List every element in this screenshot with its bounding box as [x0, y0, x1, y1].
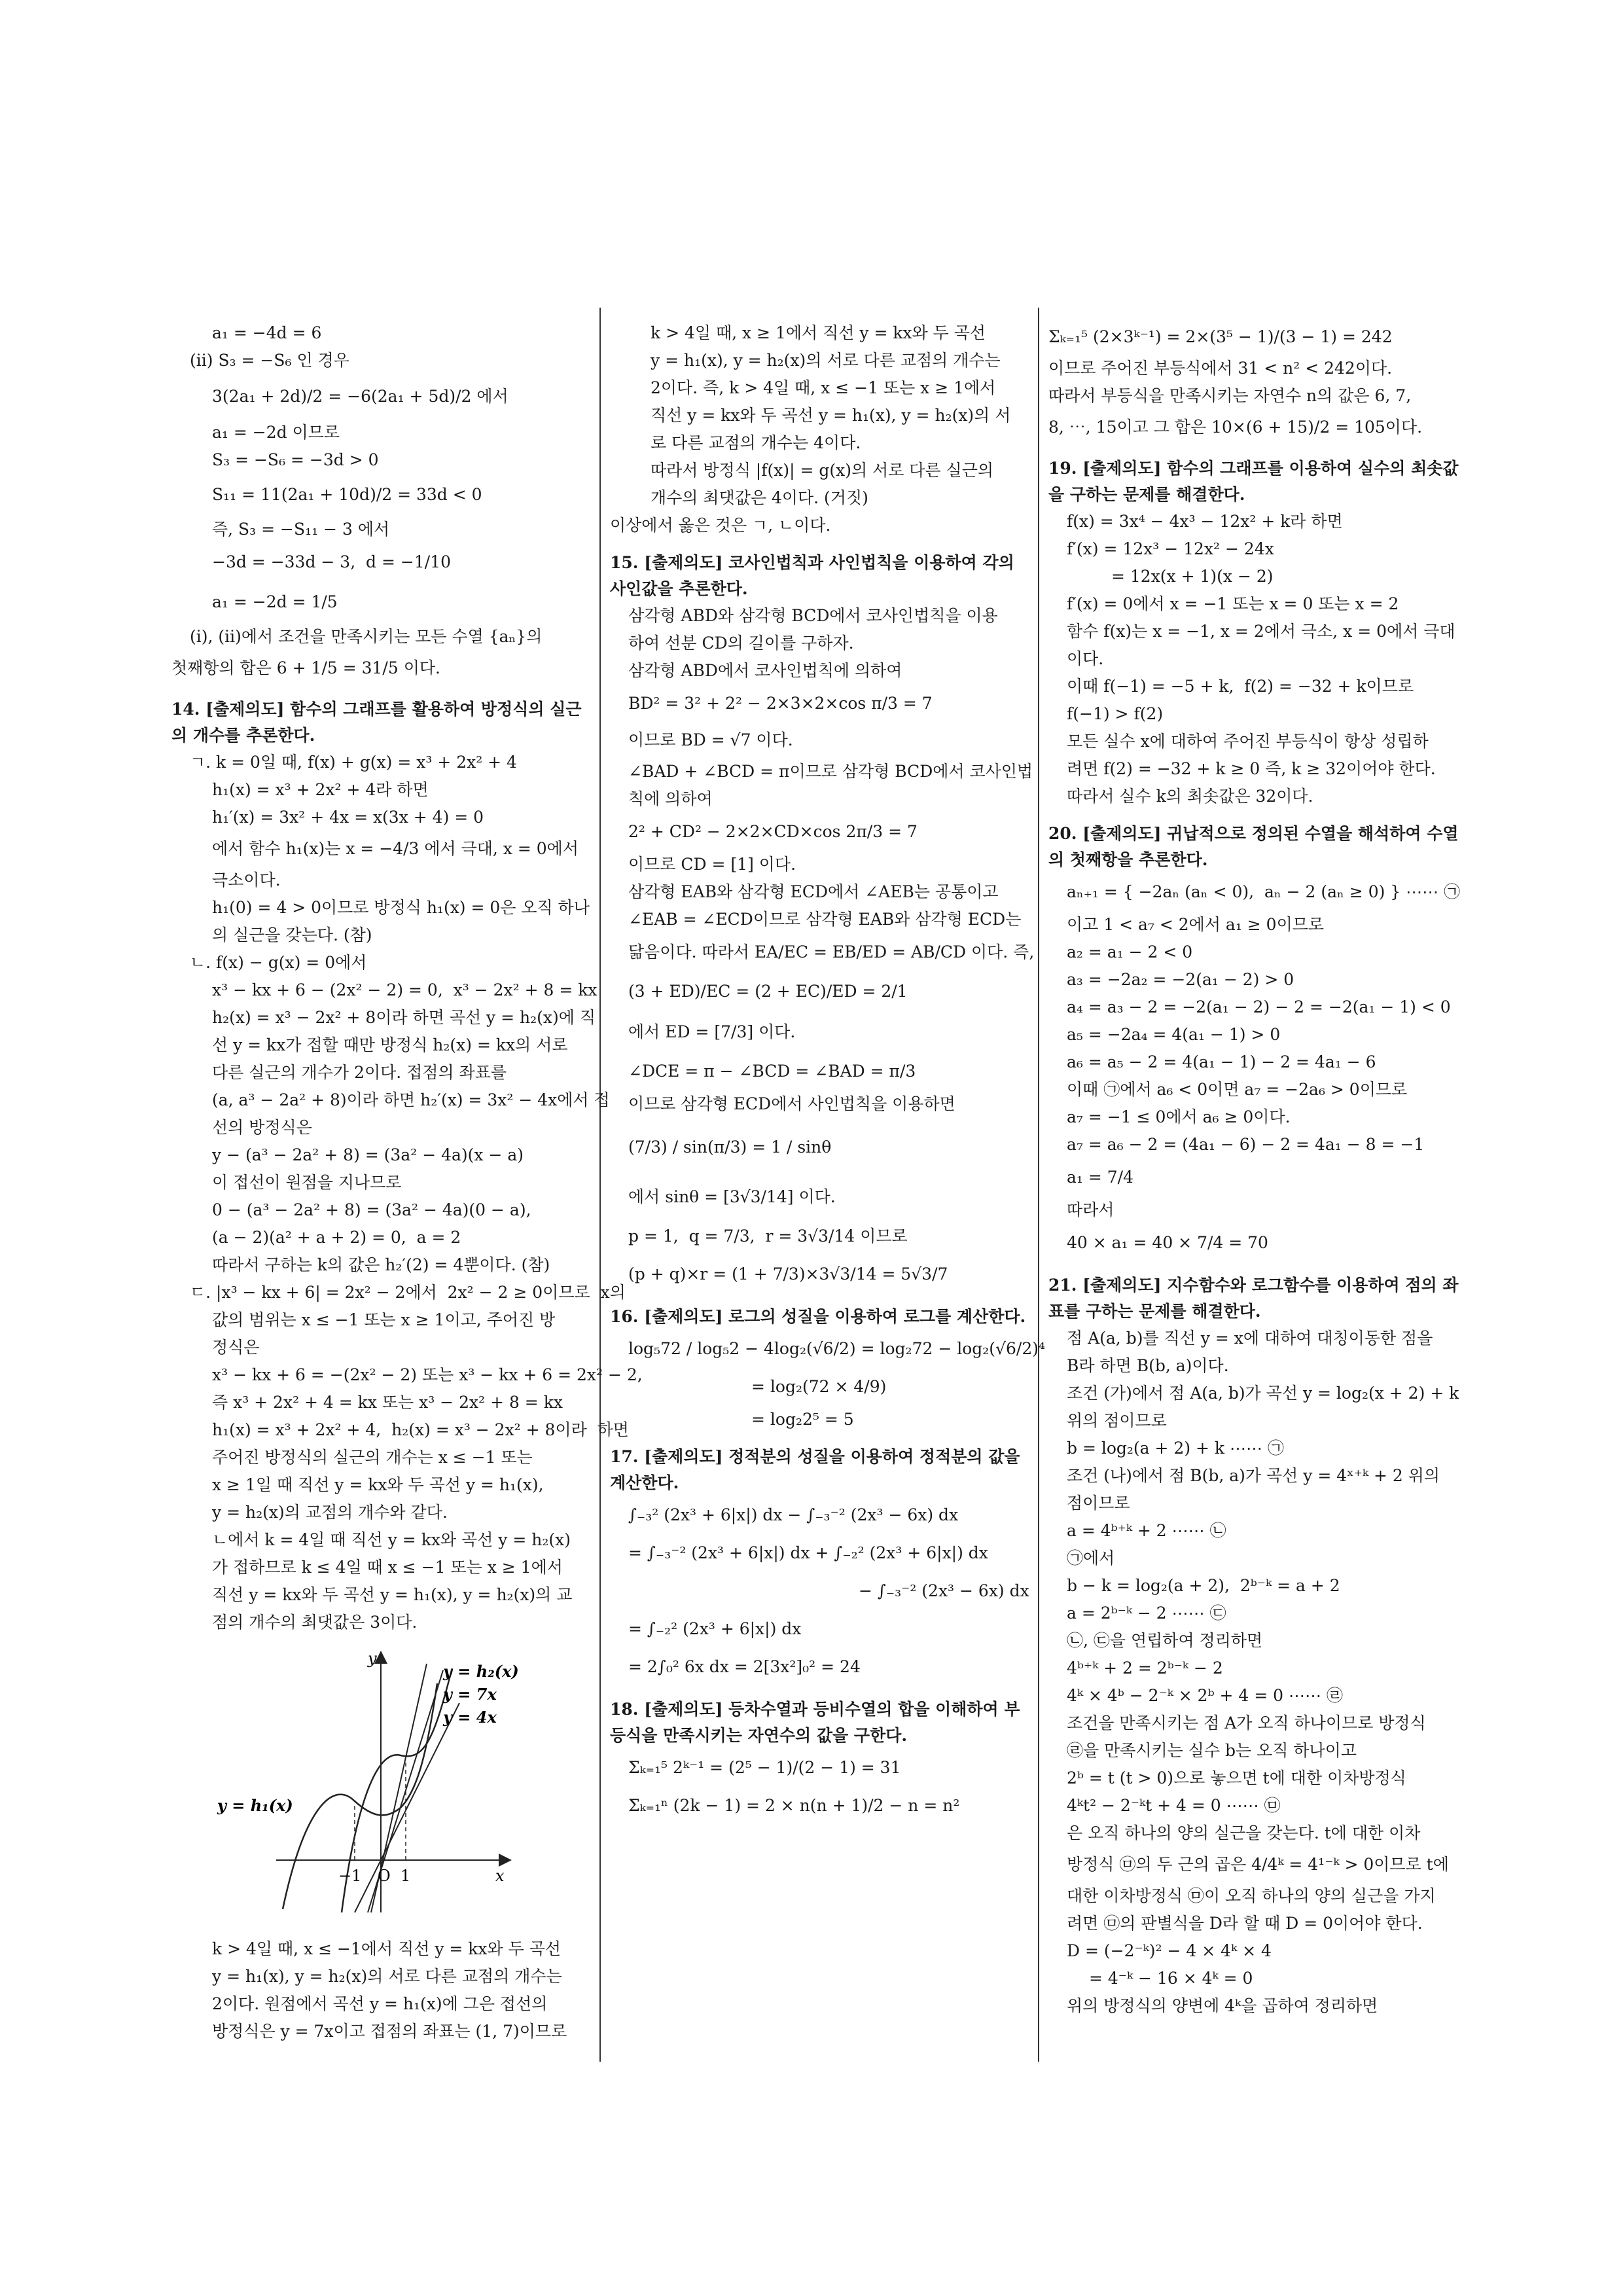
text-line: 점의 개수의 최댓값은 3이다. — [212, 1613, 418, 1632]
text-line: f(x) = 3x⁴ − 4x³ − 12x² + k라 하면 — [1067, 512, 1343, 531]
text-line: (3 + ED)/EC = (2 + EC)/ED = 2/1 — [628, 982, 908, 1001]
text-line: 삼각형 ABD와 삼각형 BCD에서 코사인법칙을 이용 — [628, 606, 998, 625]
text-line: a₂ = a₁ − 2 < 0 — [1067, 942, 1193, 961]
line4-label: y = 4x — [443, 1708, 497, 1727]
text-line: D = (−2⁻ᵏ)² − 4 × 4ᵏ × 4 — [1067, 1941, 1272, 1960]
x-axis-label: x — [495, 1867, 505, 1885]
question-17-heading: 17. [출제의도] 정적분의 성질을 이용하여 정적분의 값을 계산한다. — [610, 1447, 1020, 1492]
text-line: 모든 실수 x에 대하여 주어진 부등식이 항상 성립하 — [1067, 732, 1429, 751]
text-line: y − (a³ − 2a² + 8) = (3a² − 4a)(x − a) — [212, 1145, 524, 1164]
text-line: 조건을 만족시키는 점 A가 오직 하나이므로 방정식 — [1067, 1713, 1426, 1732]
text-line: 0 − (a³ − 2a² + 8) = (3a² − 4a)(0 − a), — [212, 1200, 531, 1219]
text-line: 즉 x³ + 2x² + 4 = kx 또는 x³ − 2x² + 8 = kx — [212, 1393, 563, 1412]
text-line: h₁(x) = x³ + 2x² + 4, h₂(x) = x³ − 2x² + 8이라 하면 — [212, 1420, 629, 1439]
text-line: log₅72 / log₅2 − 4log₂(√6/2) = log₂72 − log₂(√6/2)⁴ — [628, 1339, 1045, 1358]
text-line: a₁ = −2d = 1/5 — [212, 592, 338, 611]
text-line: S₃ = −S₆ = −3d > 0 — [212, 450, 379, 469]
text-line: − ∫₋₃⁻² (2x³ − 6x) dx — [859, 1581, 1029, 1600]
text-line: 의 실근을 갖는다. (참) — [212, 925, 372, 944]
text-line: a₇ = a₆ − 2 = (4a₁ − 6) − 2 = 4a₁ − 8 = −1 — [1067, 1135, 1425, 1154]
text-line: ㉡, ㉢을 연립하여 정리하면 — [1067, 1631, 1263, 1650]
text-line: Σₖ₌₁⁵ 2ᵏ⁻¹ = (2⁵ − 1)/(2 − 1) = 31 — [628, 1758, 901, 1777]
text-line: 다른 실근의 개수가 2이다. 접점의 좌표를 — [212, 1063, 507, 1082]
text-line: 이므로 삼각형 ECD에서 사인법칙을 이용하면 — [628, 1094, 955, 1113]
text-line: 4ᵏ × 4ᵇ − 2⁻ᵏ × 2ᵇ + 4 = 0 ⋯⋯ ㉣ — [1067, 1686, 1343, 1705]
text-line: ㉠에서 — [1067, 1549, 1115, 1568]
text-line: 이다. — [1067, 649, 1104, 668]
text-line: BD² = 3² + 2² − 2×3×2×cos π/3 = 7 — [628, 694, 933, 713]
text-line: 직선 y = kx와 두 곡선 y = h₁(x), y = h₂(x)의 교 — [212, 1585, 573, 1604]
text-line: (a, a³ − 2a² + 8)이라 하면 h₂′(x) = 3x² − 4x에서 접 — [212, 1090, 610, 1109]
text-line: 은 오직 하나의 양의 실근을 갖는다. t에 대한 이차 — [1067, 1823, 1421, 1842]
question-16-heading: 16. [출제의도] 로그의 성질을 이용하여 로그를 계산한다. — [610, 1307, 1026, 1326]
h1-label: y = h₁(x) — [217, 1796, 293, 1815]
text-line: 2이다. 원점에서 곡선 y = h₁(x)에 그은 접선의 — [212, 1994, 548, 2013]
column-2 — [610, 319, 1045, 1825]
text-line: ∠BAD + ∠BCD = π이므로 삼각형 BCD에서 코사인법 — [628, 762, 1033, 781]
text-line: 이므로 BD = √7 이다. — [628, 730, 793, 749]
text-line: 삼각형 EAB와 삼각형 ECD에서 ∠AEB는 공통이고 — [628, 882, 999, 901]
text-line: 따라서 방정식 |f(x)| = g(x)의 서로 다른 실근의 — [651, 461, 993, 480]
text-line: Σₖ₌₁ⁿ (2k − 1) = 2 × n(n + 1)/2 − n = n² — [628, 1796, 960, 1815]
text-line: 이상에서 옳은 것은 ㄱ, ㄴ이다. — [610, 516, 831, 535]
text-line: 따라서 부등식을 만족시키는 자연수 n의 값은 6, 7, — [1048, 386, 1412, 405]
text-line: 조건 (가)에서 점 A(a, b)가 곡선 y = log₂(x + 2) + k — [1067, 1384, 1459, 1403]
text-line: = ∫₋₃⁻² (2x³ + 6|x|) dx + ∫₋₂² (2x³ + 6|x|) dx — [628, 1543, 988, 1562]
text-line: 이므로 CD = [1] 이다. — [628, 855, 796, 874]
text-line: a₆ = a₅ − 2 = 4(a₁ − 1) − 2 = 4a₁ − 6 — [1067, 1052, 1376, 1071]
text-line: = ∫₋₂² (2x³ + 6|x|) dx — [628, 1619, 802, 1638]
text-line: 칙에 의하여 — [628, 789, 713, 808]
text-line: a₄ = a₃ − 2 = −2(a₁ − 2) − 2 = −2(a₁ − 1) < 0 — [1067, 997, 1451, 1016]
text-line: 값의 범위는 x ≤ −1 또는 x ≥ 1이고, 주어진 방 — [212, 1310, 556, 1329]
text-line: 이때 f(−1) = −5 + k, f(2) = −32 + k이므로 — [1067, 677, 1414, 696]
question-21-heading: 21. [출제의도] 지수함수와 로그함수를 이용하여 점의 좌표를 구하는 문제를 해결한다. — [1048, 1276, 1459, 1321]
text-line: 이 접선이 원점을 지나므로 — [212, 1173, 402, 1192]
text-line: a₅ = −2a₄ = 4(a₁ − 1) > 0 — [1067, 1025, 1281, 1044]
text-line: 조건 (나)에서 점 B(b, a)가 곡선 y = 4ˣ⁺ᵏ + 2 위의 — [1067, 1466, 1440, 1485]
text-line: x³ − kx + 6 = −(2x² − 2) 또는 x³ − kx + 6 = 2x² − 2, — [212, 1365, 643, 1384]
column-1 — [171, 319, 643, 2045]
question-15-heading: 15. [출제의도] 코사인법칙과 사인법칙을 이용하여 각의 사인값을 추론한다. — [610, 553, 1014, 598]
text-line: 따라서 구하는 k의 값은 h₂′(2) = 4뿐이다. (참) — [212, 1255, 550, 1274]
text-line: 2ᵇ = t (t > 0)으로 놓으면 t에 대한 이차방정식 — [1067, 1768, 1406, 1787]
text-line: 선 y = kx가 접할 때만 방정식 h₂(x) = kx의 서로 — [212, 1035, 568, 1054]
text-line: 점 A(a, b)를 직선 y = x에 대하여 대칭이동한 점을 — [1067, 1329, 1433, 1348]
text-line: = 12x(x + 1)(x − 2) — [1111, 567, 1274, 586]
text-line: b − k = log₂(a + 2), 2ᵇ⁻ᵏ = a + 2 — [1067, 1576, 1340, 1595]
text-line: ㄱ. k = 0일 때, f(x) + g(x) = x³ + 2x² + 4 — [190, 753, 517, 772]
text-line: Σₖ₌₁⁵ (2×3ᵏ⁻¹) = 2×(3⁵ − 1)/(3 − 1) = 242 — [1048, 327, 1393, 346]
text-line: B라 하면 B(b, a)이다. — [1067, 1356, 1229, 1375]
text-line: 극소이다. — [212, 870, 281, 889]
h2-label: y = h₂(x) — [443, 1662, 519, 1681]
text-line: = log₂2⁵ = 5 — [751, 1410, 854, 1429]
text-line: a₃ = −2a₂ = −2(a₁ − 2) > 0 — [1067, 970, 1294, 989]
text-line: 직선 y = kx와 두 곡선 y = h₁(x), y = h₂(x)의 서 — [651, 406, 1011, 425]
text-line: 삼각형 ABD에서 코사인법칙에 의하여 — [628, 661, 902, 680]
text-line: h₁(x) = x³ + 2x² + 4라 하면 — [212, 780, 429, 799]
text-line: 함수 f(x)는 x = −1, x = 2에서 극소, x = 0에서 극대 — [1067, 622, 1455, 641]
text-line: 2이다. 즉, k > 4일 때, x ≤ −1 또는 x ≥ 1에서 — [651, 378, 996, 397]
text-line: a₁ = −4d = 6 — [212, 323, 322, 342]
text-line: 닮음이다. 따라서 EA/EC = EB/ED = AB/CD 이다. 즉, — [628, 942, 1035, 961]
text-line: a = 4ᵇ⁺ᵏ + 2 ⋯⋯ ㉡ — [1067, 1521, 1226, 1540]
text-line: ㄴ에서 k = 4일 때 직선 y = kx와 곡선 y = h₂(x) — [212, 1530, 571, 1549]
text-line: y = h₁(x), y = h₂(x)의 서로 다른 교점의 개수는 — [212, 1967, 562, 1986]
text-line: 점이므로 — [1067, 1494, 1130, 1513]
text-line: 려면 ㉤의 판별식을 D라 할 때 D = 0이어야 한다. — [1067, 1914, 1423, 1933]
question-14-heading: 14. [출제의도] 함수의 그래프를 활용하여 방정식의 실근의 개수를 추론한다. — [171, 700, 582, 745]
text-line: 에서 함수 h₁(x)는 x = −4/3 에서 극대, x = 0에서 — [212, 839, 579, 858]
text-line: y = h₂(x)의 교점의 개수와 같다. — [212, 1503, 448, 1522]
text-line: a₁ = 7/4 — [1067, 1168, 1134, 1187]
text-line: 3(2a₁ + 2d)/2 = −6(2a₁ + 5d)/2 에서 — [212, 387, 508, 406]
column-3 — [1048, 319, 1467, 2020]
text-line: = log₂(72 × 4/9) — [751, 1377, 887, 1396]
text-line: ㄴ. f(x) − g(x) = 0에서 — [190, 953, 367, 972]
text-line: 40 × a₁ = 40 × 7/4 = 70 — [1067, 1233, 1268, 1252]
text-line: k > 4일 때, x ≥ 1에서 직선 y = kx와 두 곡선 — [651, 323, 986, 342]
line7-label: y = 7x — [443, 1685, 497, 1704]
text-line: a₁ = −2d 이므로 — [212, 423, 340, 442]
column-divider-right — [1038, 308, 1039, 2062]
text-line: S₁₁ = 11(2a₁ + 10d)/2 = 33d < 0 — [212, 485, 482, 504]
text-line: h₁′(x) = 3x² + 4x = x(3x + 4) = 0 — [212, 808, 484, 827]
text-line: x³ − kx + 6 − (2x² − 2) = 0, x³ − 2x² + 8 = kx — [212, 980, 597, 999]
text-line: 이므로 주어진 부등식에서 31 < n² < 242이다. — [1048, 359, 1393, 378]
text-line: a₇ = −1 ≤ 0에서 a₆ ≥ 0이다. — [1067, 1107, 1291, 1126]
tick-label: −1 — [338, 1867, 362, 1885]
text-line: (a − 2)(a² + a + 2) = 0, a = 2 — [212, 1228, 461, 1247]
text-line: 8, ⋯, 15이고 그 합은 10×(6 + 15)/2 = 105이다. — [1048, 418, 1423, 437]
text-line: = 2∫₀² 6x dx = 2[3x²]₀² = 24 — [628, 1657, 861, 1676]
text-line: b = log₂(a + 2) + k ⋯⋯ ㉠ — [1067, 1439, 1284, 1458]
text-line: 가 접하므로 k ≤ 4일 때 x ≤ −1 또는 x ≥ 1에서 — [212, 1558, 563, 1577]
text-line: 주어진 방정식의 실근의 개수는 x ≤ −1 또는 — [212, 1448, 533, 1467]
text-line: 하여 선분 CD의 길이를 구하자. — [628, 634, 854, 653]
text-line: h₂(x) = x³ − 2x² + 8이라 하면 곡선 y = h₂(x)에 직 — [212, 1008, 596, 1027]
column-divider-left — [599, 308, 601, 2062]
text-line: f′(x) = 12x³ − 12x² − 24x — [1067, 539, 1274, 558]
text-line: k > 4일 때, x ≤ −1에서 직선 y = kx와 두 곡선 — [212, 1939, 562, 1958]
text-line: (p + q)×r = (1 + 7/3)×3√3/14 = 5√3/7 — [628, 1265, 948, 1283]
y-axis-label: y — [368, 1649, 377, 1668]
text-line: 이고 1 < a₇ < 2에서 a₁ ≥ 0이므로 — [1067, 915, 1325, 934]
text-line: ∫₋₃² (2x³ + 6|x|) dx − ∫₋₃⁻² (2x³ − 6x) dx — [628, 1505, 959, 1524]
text-line: (ii) S₃ = −S₆ 인 경우 — [190, 351, 349, 370]
text-line: 위의 점이므로 — [1067, 1411, 1167, 1430]
text-line: f(−1) > f(2) — [1067, 704, 1164, 723]
question-19-heading: 19. [출제의도] 함수의 그래프를 이용하여 실수의 최솟값을 구하는 문제를 해결한다. — [1048, 459, 1459, 504]
text-line: −3d = −33d − 3, d = −1/10 — [212, 552, 451, 571]
text-line: 4ᵏt² − 2⁻ᵏt + 4 = 0 ⋯⋯ ㉤ — [1067, 1796, 1281, 1815]
text-line: aₙ₊₁ = { −2aₙ (aₙ < 0), aₙ − 2 (aₙ ≥ 0) } ⋯⋯ ㉠ — [1067, 882, 1461, 901]
text-line: ∠DCE = π − ∠BCD = ∠BAD = π/3 — [628, 1062, 916, 1081]
origin-label: O — [378, 1867, 391, 1885]
text-line: 즉, S₃ = −S₁₁ − 3 에서 — [212, 520, 390, 539]
text-line: ㉣을 만족시키는 실수 b는 오직 하나이고 — [1067, 1741, 1357, 1760]
text-line: y = h₁(x), y = h₂(x)의 서로 다른 교점의 개수는 — [651, 351, 1001, 370]
text-line: a = 2ᵇ⁻ᵏ − 2 ⋯⋯ ㉢ — [1067, 1604, 1226, 1623]
text-line: x ≥ 1일 때 직선 y = kx와 두 곡선 y = h₁(x), — [212, 1475, 544, 1494]
question-20-heading: 20. [출제의도] 귀납적으로 정의된 수열을 해석하여 수열의 첫째항을 추론한다. — [1048, 824, 1459, 869]
text-line: 따라서 실수 k의 최솟값은 32이다. — [1067, 787, 1313, 806]
text-line: 대한 이차방정식 ㉤이 오직 하나의 양의 실근을 가지 — [1067, 1886, 1436, 1905]
text-line: 첫째항의 합은 6 + 1/5 = 31/5 이다. — [171, 658, 440, 677]
text-line: p = 1, q = 7/3, r = 3√3/14 이므로 — [628, 1227, 908, 1246]
text-line: 따라서 — [1067, 1200, 1115, 1219]
text-line: f′(x) = 0에서 x = −1 또는 x = 0 또는 x = 2 — [1067, 594, 1399, 613]
text-line: 에서 sinθ = [3√3/14] 이다. — [628, 1187, 836, 1206]
text-line: 위의 방정식의 양변에 4ᵏ을 곱하여 정리하면 — [1067, 1996, 1378, 2015]
text-line: = 4⁻ᵏ − 16 × 4ᵏ = 0 — [1089, 1969, 1253, 1988]
text-line: ㄷ. |x³ − kx + 6| = 2x² − 2에서 2x² − 2 ≥ 0이므로 x의 — [190, 1283, 626, 1302]
text-line: 정식은 — [212, 1338, 260, 1357]
text-line: (7/3) / sin(π/3) = 1 / sinθ — [628, 1138, 832, 1157]
text-line: 로 다른 교점의 개수는 4이다. — [651, 433, 861, 452]
question-18-heading: 18. [출제의도] 등차수열과 등비수열의 합을 이해하여 부등식을 만족시키는 자연수의 값을 구한다. — [610, 1700, 1020, 1745]
text-line: 선의 방정식은 — [212, 1118, 312, 1137]
tick-label: 1 — [401, 1867, 411, 1885]
text-line: 2² + CD² − 2×2×CD×cos 2π/3 = 7 — [628, 822, 918, 841]
text-line: 4ᵇ⁺ᵏ + 2 = 2ᵇ⁻ᵏ − 2 — [1067, 1659, 1223, 1677]
text-line: ∠EAB = ∠ECD이므로 삼각형 EAB와 삼각형 ECD는 — [628, 910, 1022, 929]
text-line: h₁(0) = 4 > 0이므로 방정식 h₁(x) = 0은 오직 하나 — [212, 898, 590, 917]
function-graph — [217, 1644, 531, 1919]
text-line: 에서 ED = [7/3] 이다. — [628, 1022, 796, 1041]
text-line: 방정식 ㉤의 두 근의 곱은 4/4ᵏ = 4¹⁻ᵏ > 0이므로 t에 — [1067, 1855, 1449, 1874]
text-line: 방정식은 y = 7x이고 접점의 좌표는 (1, 7)이므로 — [212, 2022, 567, 2041]
text-line: 이때 ㉠에서 a₆ < 0이면 a₇ = −2a₆ > 0이므로 — [1067, 1080, 1408, 1099]
text-line: 개수의 최댓값은 4이다. (거짓) — [651, 488, 868, 507]
text-line: (i), (ii)에서 조건을 만족시키는 모든 수열 {aₙ}의 — [190, 627, 543, 646]
text-line: 려면 f(2) = −32 + k ≥ 0 즉, k ≥ 32이어야 한다. — [1067, 759, 1436, 778]
